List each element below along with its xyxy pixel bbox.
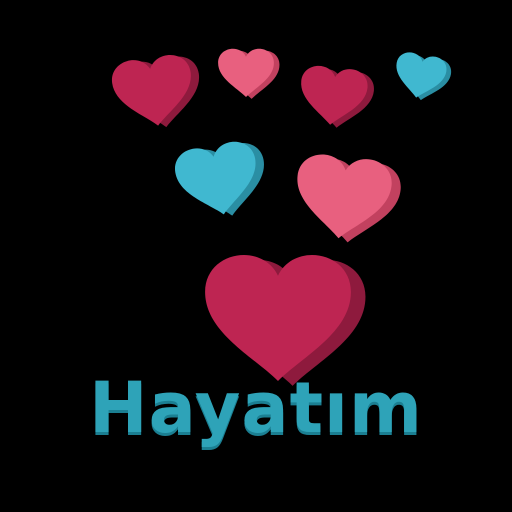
heart-pink-middle xyxy=(291,152,403,247)
heart-pink-top-small xyxy=(218,49,279,99)
heart-cyan-middle-left xyxy=(172,137,272,224)
heart-cyan-top-right xyxy=(391,50,453,104)
heart-crimson-top-left xyxy=(109,51,205,134)
heart-crimson-top-right xyxy=(297,64,376,131)
caption-text: Hayatım xyxy=(89,367,423,449)
